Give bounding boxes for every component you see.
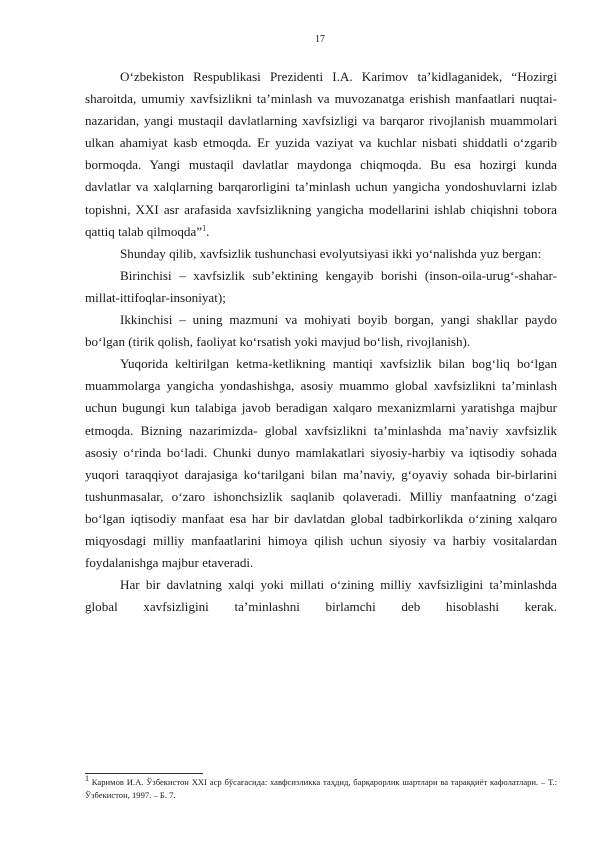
paragraph: Har bir davlatning xalqi yoki millati o‘zining milliy xavfsizligini ta’minlashda global xavfsizligini ta’minlashni birlamchi deb hisoblashi kerak.	[85, 577, 557, 615]
page-number: 17	[315, 34, 325, 45]
paragraph: Birinchisi – xavfsizlik sub’ektining kengayib borishi (inson-oila-urug‘-shahar-millat-ittifoqlar-insoniyat);	[85, 267, 557, 305]
paragraph: Yuqorida keltirilgan ketma-ketlikning mantiqi xavfsizlik bilan bog‘liq bo‘lgan muammolarga yangicha yondashishga, asosiy muammo global xavfsizlikni ta’minlash uchun bugungi kun talabiga javob beradigan xalqaro mexanizmlarni yaratishga majbur etmoqda. Bizning nazarimizda- global xavfsizlikni ta’minlashda ma’naviy xavfsizlik asosiy o‘rinda bo‘ladi. Chunki dunyo mamlakatlari siyosiy-harbiy va iqtisodiy sohada yuqori taraqqiyot darajasiga ko‘tarilgani bilan ma’naviy, g‘oyaviy sohada bir-birlarini tushunmasalar, o‘zaro ishonchsizlik saqlanib qolaveradi. Milliy manfaatning o‘zagi bo‘lgan iqtisodiy manfaat esa har bir davlatdan global tadbirkorlikda o‘zining xalqaro miqyosdagi milliy manfaatlarini himoya qilish uchun siyosiy va harbiy vositalardan foydalanishga majbur etaveradi.	[85, 356, 557, 571]
footnote-reference[interactable]: 1	[202, 223, 207, 233]
paragraph: Ikkinchisi – uning mazmuni va mohiyati boyib borgan, yangi shakllar paydo bo‘lgan (tirik qolish, faoliyat ko‘rsatish yoki mavjud bo‘lish, rivojlanish).	[85, 312, 557, 350]
body-text	[85, 66, 557, 618]
paragraph-text: O‘zbekiston Respublikasi Prezidenti I.A. Karimov ta’kidlaganidek, “Hozirgi sharoitda, umumiy xavfsizlikni ta’minlash va muvozanatga erishish manfaatlari nuqtai-nazaridan, yangi mustaqil davlatlarning xavfsizligi va barqaror rivojlanish muammolari ulkan ahamiyat kasb etmoqda. Er yuzida vaziyat va kuchlar nisbati shiddatli o‘zgarib bormoqda. Yangi mustaqil davlatlar maydonga chiqmoqda. Bu esa hozirgi kunda davlatlar va xalqlarning barqarorligini ta’minlash uchun yangicha yondoshuvlarni izlab topishni, XXI asr arafasida xavfsizlikning yangicha modellarini ishlab chiqishni tobora qattiq talab qilmoqda”	[85, 69, 557, 239]
footnote-text: Каримов И.А. Ўзбекистон XXI аср бўсағасида: хавфсизликка таҳдид, барқарорлик шартлари ва тараққиёт кафолатлари. – Т.: Ўзбекистон, 1997. – Б. 7.	[85, 777, 557, 800]
footnote-marker: 1	[85, 774, 89, 784]
paragraph: Shunday qilib, xavfsizlik tushunchasi evolyutsiyasi ikki yo‘nalishda yuz bergan:	[120, 245, 542, 261]
footnote-separator	[85, 773, 203, 774]
footnote	[85, 776, 557, 801]
paragraph: O‘zbekiston Respublikasi Prezidenti I.A. Karimov ta’kidlaganidek, “Hozirgi sharoitda, umumiy xavfsizlikni ta’minlash va muvozanatga erishish manfaatlari nuqtai-nazaridan, yangi mustaqil davlatlarning xavfsizligi va barqaror rivojlanish muammolari ulkan ahamiyat kasb etmoqda. Er yuzida vaziyat va kuchlar nisbati shiddatli o‘zgarib bormoqda. Yangi mustaqil davlatlar maydonga chiqmoqda. Bu esa hozirgi kunda davlatlar va xalqlarning barqarorligini ta’minlash uchun yangicha yondoshuvlarni izlab topishni, XXI asr arafasida xavfsizlikning yangicha modellarini ishlab chiqishni tobora qattiq talab qilmoqda”$^1$.	[85, 69, 557, 239]
